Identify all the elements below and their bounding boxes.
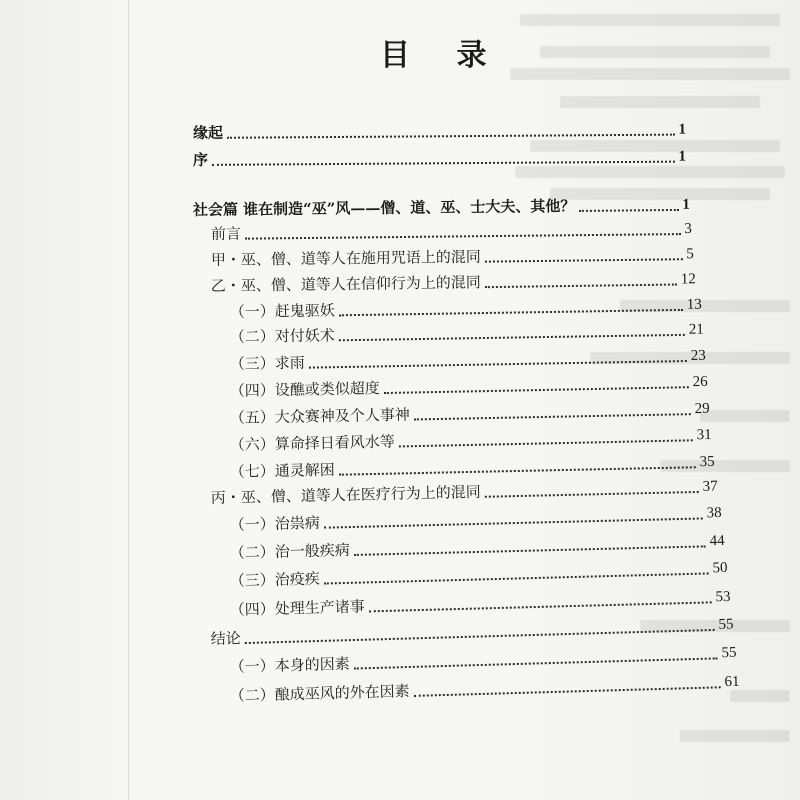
toc-entry-page-number: 38 [706, 504, 722, 522]
toc-entry-label: 丙・巫、僧、道等人在医疗行为上的混同 [210, 482, 481, 508]
toc-entry-page-number: 1 [678, 121, 686, 138]
toc-entry-label: （三）治疫疾 [229, 569, 320, 591]
toc-entry-page-number: 55 [718, 616, 734, 633]
toc-entry-label: （一）治祟病 [229, 513, 320, 535]
toc-entry-page-number: 29 [694, 400, 710, 418]
toc-entry-page-number: 5 [686, 246, 694, 263]
toc-entry-page-number: 21 [688, 321, 704, 338]
toc-entry-page-number: 53 [715, 588, 731, 606]
toc-entry-page-number: 1 [682, 196, 690, 213]
dot-leader [384, 386, 689, 394]
toc-entry-label: 序 [192, 150, 209, 170]
dot-leader [245, 233, 680, 240]
toc-entry-page-number: 26 [692, 373, 708, 391]
toc-entry-label: 前言 [210, 224, 242, 244]
toc-entry-label: （二）酿成巫风的外在因素 [229, 681, 410, 706]
toc-entry-label: 乙・巫、僧、道等人在信仰行为上的混同 [210, 273, 481, 296]
toc-entry [193, 147, 686, 170]
toc-entry-label: （一）本身的因素 [229, 654, 350, 677]
toc-entry-label: 缘起 [192, 123, 224, 143]
toc-entry-page-number: 23 [690, 347, 706, 364]
toc-entry-page-number: 3 [684, 220, 692, 238]
toc-entry-page-number: 31 [696, 426, 712, 444]
toc-entry-page-number: 13 [686, 296, 702, 313]
toc-entry-label: （七）通灵解困 [229, 460, 335, 482]
toc-entry-page-number: 37 [702, 478, 718, 495]
toc-entry-page-number: 61 [724, 673, 740, 691]
toc-entry-page-number: 12 [680, 271, 696, 288]
toc-entry-label: （四）处理生产诸事 [229, 597, 365, 620]
dot-leader [579, 209, 678, 212]
toc-entry-label: 甲・巫、僧、道等人在施用咒语上的混同 [210, 247, 481, 270]
toc-entry-label: （三）求雨 [229, 353, 305, 374]
toc-entry-label: （四）设醮或类似超度 [229, 379, 380, 401]
toc-entry-label: （五）大众赛神及个人事神 [229, 405, 410, 428]
dot-leader [339, 334, 685, 341]
dot-leader [414, 413, 691, 420]
dot-leader [212, 161, 674, 166]
page-edge [128, 0, 129, 800]
dot-leader [485, 491, 699, 498]
dot-leader [227, 134, 674, 139]
toc-entry-label: （二）对付妖术 [229, 326, 335, 347]
toc-entry-label: 社会篇 谁在制造“巫”风——僧、道、巫、士大夫、其他？ [192, 196, 576, 220]
toc-entry-page-number: 55 [721, 644, 737, 662]
toc-entry-label: （一）赶鬼驱妖 [229, 301, 335, 322]
dot-leader [485, 258, 682, 262]
dot-leader [485, 283, 677, 288]
toc-entry-label: 结论 [210, 629, 241, 649]
toc-entry-page-number: 35 [699, 453, 715, 471]
toc-entry-page-number: 1 [678, 148, 686, 165]
toc-entry-label: （二）治一般疾病 [229, 541, 350, 563]
dot-leader [339, 309, 683, 316]
toc-entry-label: （六）算命择日看风水等 [229, 432, 395, 455]
toc-entry [193, 120, 686, 143]
toc-entry-page-number: 50 [712, 559, 728, 577]
page-title: 目 录 [380, 38, 505, 73]
toc-entry-page-number: 44 [709, 532, 725, 550]
